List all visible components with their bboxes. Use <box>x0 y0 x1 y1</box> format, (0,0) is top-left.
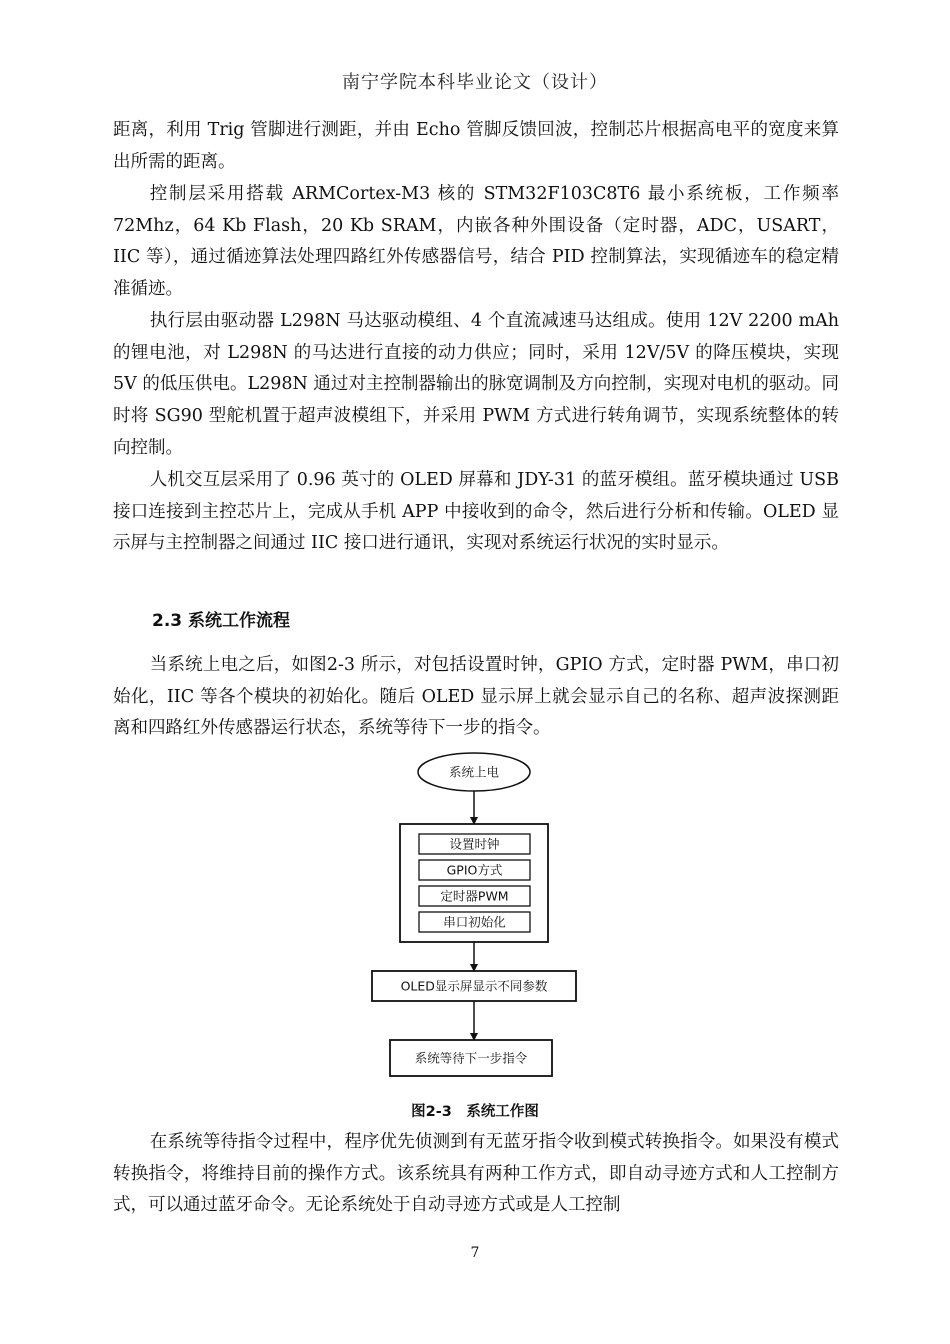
paragraph-control-layer: 控制层采用搭载 ARMCortex-M3 核的 STM32F103C8T6 最小系统板，工作频率 72Mhz，64 Kb Flash，20 Kb SRAM，内嵌各种外围设备（定时器，ADC，USART，IIC 等），通过循迹算法处理四路红外传感器信号，结合 PID 控制算法，实现循迹车的稳定精准循迹。 <box>113 184 839 300</box>
paragraph-hmi-layer: 人机交互层采用了 0.96 英寸的 OLED 屏幕和 JDY-31 的蓝牙模组。蓝牙模块通过 USB 接口连接到主控芯片上，完成从手机 APP 中接收到的命令，然后进行分析和传输。OLED 显示屏与主控制器之间通过 IIC 接口进行通讯，实现对系统运行状况的实时显示。 <box>113 470 839 554</box>
paragraph-wait-instruction: 在系统等待指令过程中，程序优先侦测到有无蓝牙指令收到模式转换指令。如果没有模式转换指令，将维持目前的操作方式。该系统具有两种工作方式，即自动寻迹方式和人工控制方式，可以通过蓝牙命令。无论系统处于自动寻迹方式或是人工控制 <box>113 1132 839 1216</box>
init-step-label: GPIO方式 <box>446 862 503 878</box>
figure-caption: 图2-3 系统工作图 <box>411 1104 539 1120</box>
start-node-label: 系统上电 <box>448 764 500 780</box>
init-step-label: 设置时钟 <box>449 836 500 852</box>
paragraph-execution-layer: 执行层由驱动器 L298N 马达驱动模组、4 个直流减速马达组成。使用 12V 2200 mAh 的锂电池，对 L298N 的马达进行直接的动力供应；同时，采用 12V/5V 的降压模块，实现 5V 的低压供电。L298N 通过对主控制器输出的脉宽调制及方向控制，实现对电机的驱动。同时将 SG90 型舵机置于超声波模组下，并采用 PWM 方式进行转角调节，实现系统整体的转向控制。 <box>113 311 839 458</box>
init-step-label: 定时器PWM <box>440 888 509 904</box>
section-heading: 2.3 系统工作流程 <box>152 611 291 631</box>
paragraph-distance: 距离，利用 Trig 管脚进行测距，并由 Echo 管脚反馈回波，控制芯片根据高电平的宽度来算出所需的距离。 <box>113 120 839 172</box>
init-step-label: 串口初始化 <box>443 914 506 930</box>
system-flowchart <box>368 752 583 1082</box>
display-step-label: OLED显示屏显示不同参数 <box>400 978 548 994</box>
page-header: 南宁学院本科毕业论文（设计） <box>342 72 608 93</box>
page-number: 7 <box>470 1245 480 1261</box>
paragraph-workflow: 当系统上电之后，如图2-3 所示，对包括设置时钟，GPIO 方式，定时器 PWM，串口初始化，IIC 等各个模块的初始化。随后 OLED 显示屏上就会显示自己的名称、超声波探测距离和四路红外传感器运行状态，系统等待下一步的指令。 <box>113 655 839 739</box>
wait-step-label: 系统等待下一步指令 <box>414 1050 528 1066</box>
